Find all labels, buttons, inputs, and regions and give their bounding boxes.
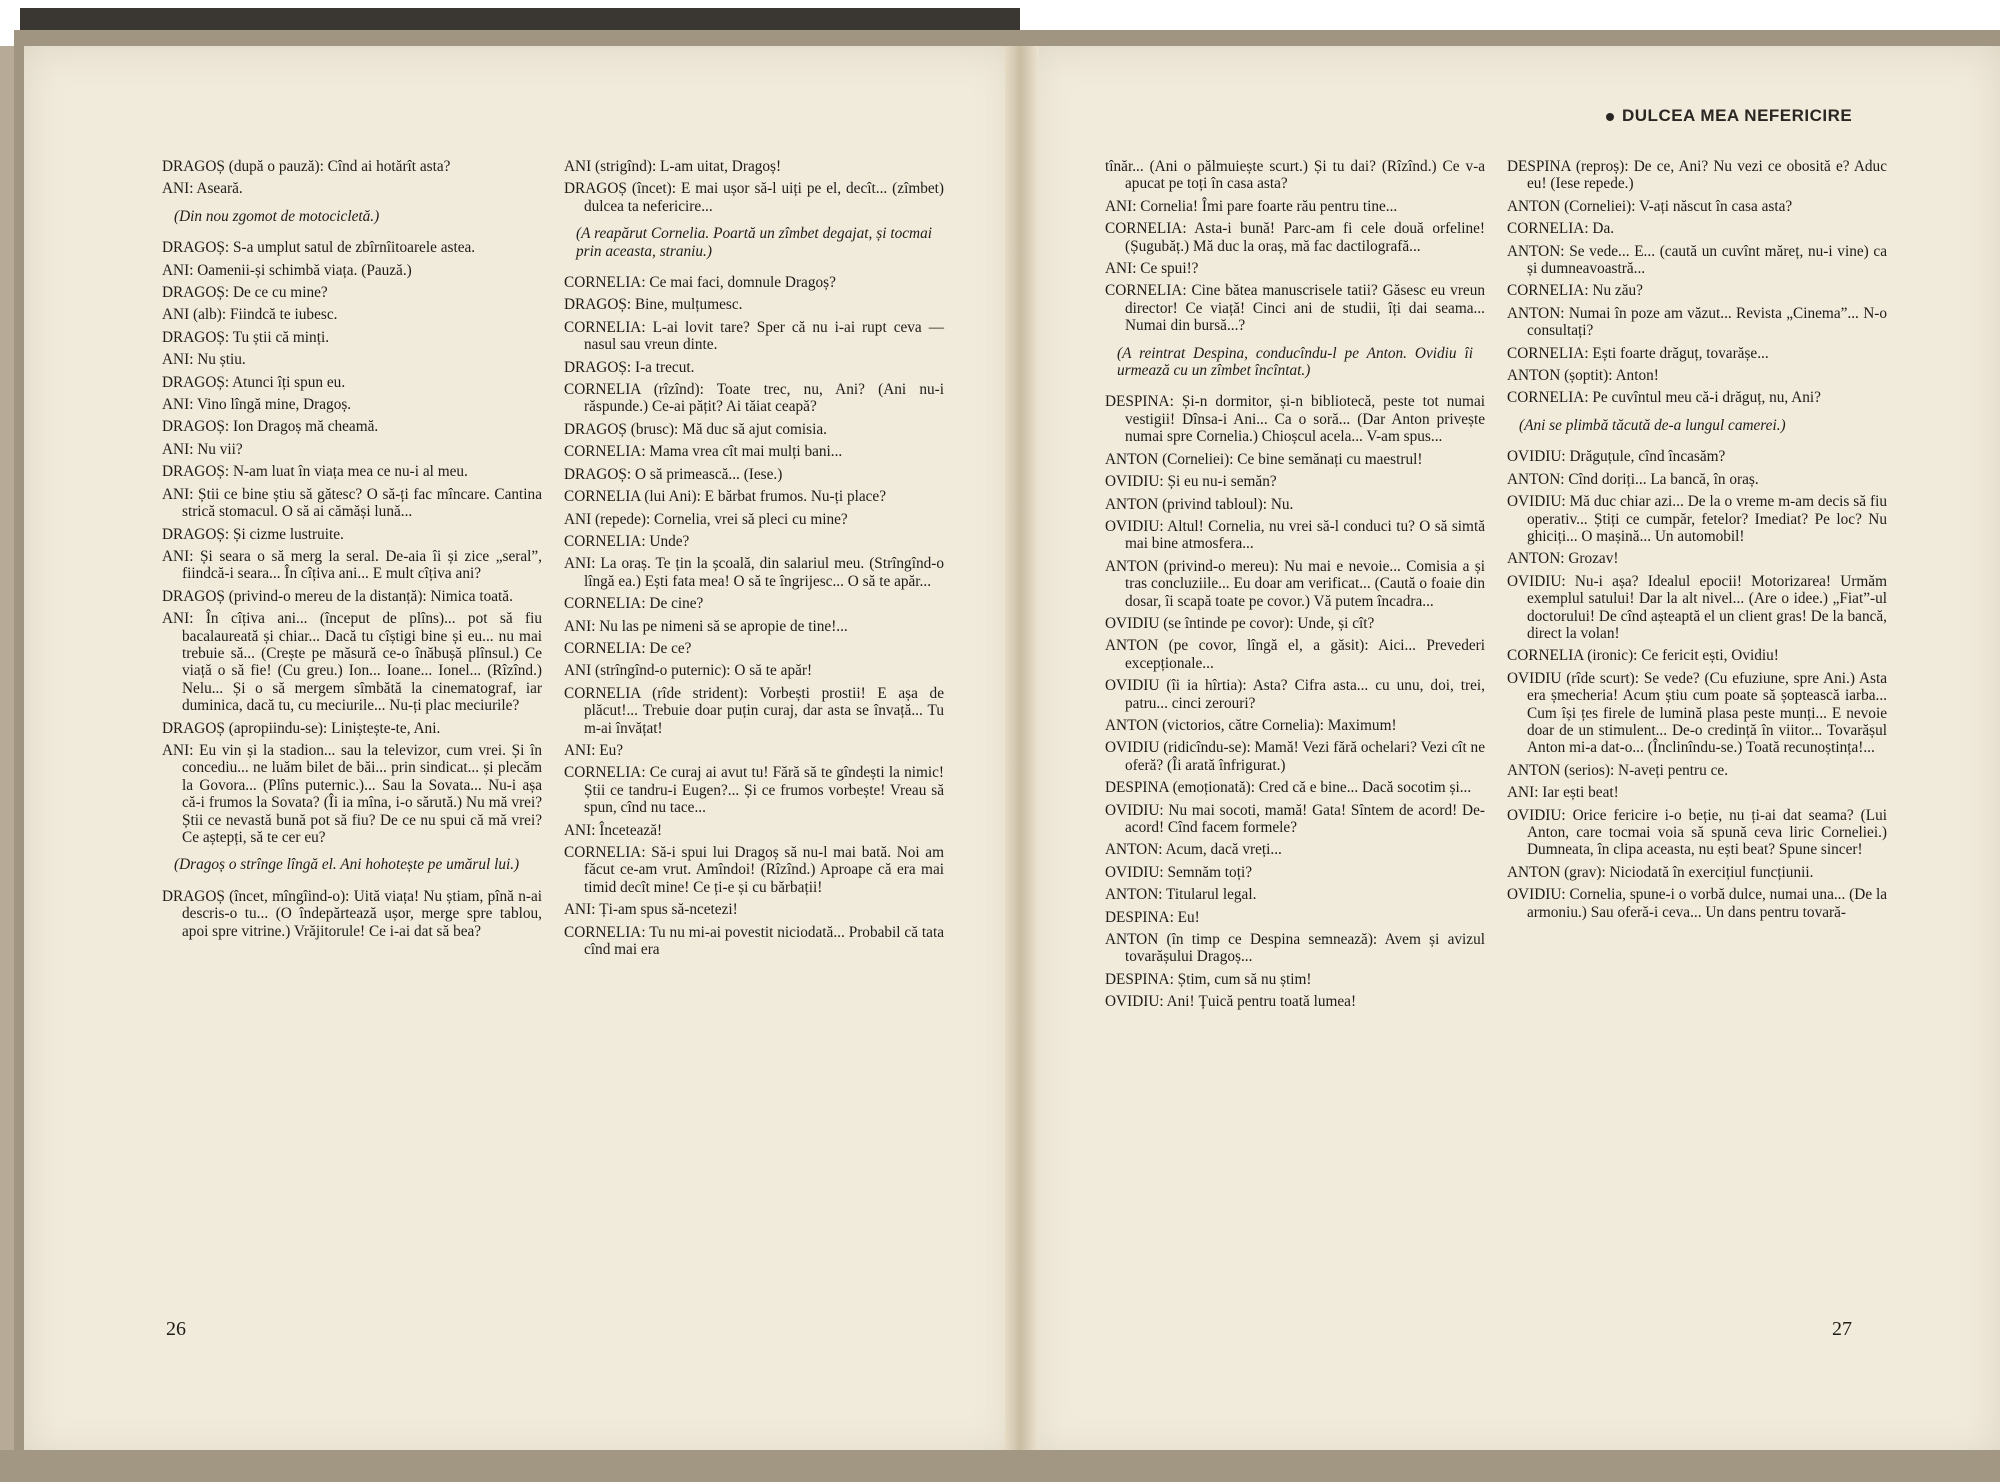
book-gutter (1005, 46, 1039, 1458)
dialogue-line: OVIDIU: Nu mai socoti, mamă! Gata! Sîntem de acord! De-acord! Cînd facem formele? (1105, 801, 1485, 836)
dialogue-line: DESPINA (reproș): De ce, Ani? Nu vezi ce obosită e? Aduc eu! (Iese repede.) (1507, 158, 1887, 193)
dialogue-line: ANTON (serios): N-aveți pentru ce. (1507, 761, 1729, 779)
dialogue-line: CORNELIA: Da. (1507, 220, 1615, 238)
dialogue-line: ANTON: Grozav! (1507, 550, 1619, 568)
dialogue-line: ANTON (Corneliei): V-ați născut în casa asta? (1507, 197, 1793, 215)
text-column-1 (162, 158, 542, 945)
dialogue-line: DRAGOȘ: O să primească... (Iese.) (564, 465, 783, 483)
dialogue-line: CORNELIA: Nu zău? (1507, 282, 1643, 300)
dialogue-line: ANI: Și seara o să merg la seral. De-aia îi și zice „seral”, fiindcă-i seara... În cîțiva ani... E mult cîțiva ani? (162, 547, 542, 583)
dialogue-line: DRAGOȘ: S-a umplut satul de zbîrnîitoarele astea. (162, 239, 476, 257)
book-bottom-edge (0, 1450, 2000, 1482)
dialogue-line: CORNELIA: Unde? (564, 532, 690, 550)
dialogue-line: CORNELIA: Ce curaj ai avut tu! Fără să te gîndești la nimic! Știi ce tandru-i Eugen?... Și ce frumos vorbește! Vreau să spun, cînd nu tace... (564, 764, 944, 817)
dialogue-line: ANTON (pe covor, lîngă el, a găsit): Aici... Prevederi excepționale... (1105, 637, 1485, 672)
dialogue-line: ANI: Iar ești beat! (1507, 784, 1619, 802)
dialogue-line: ANI: Aseară. (162, 180, 243, 198)
dialogue-line: DRAGOȘ: Tu știi că minți. (162, 328, 330, 346)
dialogue-line: CORNELIA: Asta-i bună! Parc-am fi cele două orfeline! (Șugubăț.) Mă duc la oraș, mă fac dactilografă... (1105, 220, 1485, 255)
dialogue-line: CORNELIA: De ce? (564, 639, 692, 657)
dialogue-line: DRAGOȘ: Bine, mulțumesc. (564, 296, 743, 314)
dialogue-line: OVIDIU: Ani! Țuică pentru toată lumea! (1105, 993, 1357, 1011)
text-column-2 (564, 158, 944, 963)
dialogue-line: CORNELIA: L-ai lovit tare? Sper că nu i-ai rupt ceva — nasul sau vreun dinte. (564, 318, 944, 354)
dialogue-line: CORNELIA (lui Ani): E bărbat frumos. Nu-ți place? (564, 488, 887, 506)
dialogue-line: ANI: Vino lîngă mine, Dragoș. (162, 396, 352, 414)
dialogue-line: ANTON (în timp ce Despina semnează): Avem și avizul tovarășului Dragoș... (1105, 931, 1485, 966)
dialogue-line: ANTON: Cînd doriți... La bancă, în oraș. (1507, 470, 1759, 488)
dialogue-line: DRAGOȘ (apropiindu-se): Liniștește-te, Ani. (162, 719, 441, 737)
page-number-right: 27 (1832, 1318, 1852, 1340)
dialogue-line: ANTON: Se vede... E... (caută un cuvînt măreț, nu-i vine) ca și dumneavoastră... (1507, 242, 1887, 278)
dialogue-line: ANI: Știi ce bine știu să gătesc? O să-ți fac mîncare. Cantina strică stomacul. O să ai cămăși lună... (162, 485, 542, 521)
dialogue-line: ANTON (Corneliei): Ce bine semănați cu maestrul! (1105, 450, 1423, 468)
dialogue-line: OVIDIU: Orice fericire i-o beție, nu ți-ai dat seama? (Lui Anton, care tocmai voia să spună ceva liric Corneliei.) Dumneata, în clipa aceasta, nu ești beat? Spune sincer! (1507, 806, 1887, 859)
dialogue-line: CORNELIA: De cine? (564, 595, 704, 613)
dialogue-line: DRAGOȘ: De ce cu mine? (162, 284, 328, 302)
dialogue-line: CORNELIA (rîzînd): Toate trec, nu, Ani? (Ani nu-i răspunde.) Ce-ai pățit? Ai tăiat ceapă? (564, 381, 944, 416)
dialogue-line: CORNELIA: Ești foarte drăguț, tovarășe... (1507, 344, 1769, 362)
dialogue-line: ANTON (privind-o mereu): Nu mai e nevoie... Comisia a și tras concluziile... Eu doar am verificat... (Caută o foaie din dosar, îi scapă toate pe covor.) Vă putem încadra... (1105, 557, 1485, 610)
dialogue-line: OVIDIU (îi ia hîrtia): Asta? Cifra asta... cu unu, doi, trei, patru... cinci zerouri? (1105, 677, 1485, 712)
running-head (1606, 106, 1852, 126)
dialogue-line: DRAGOȘ: Și cizme lustruite. (162, 525, 344, 543)
dialogue-line: DESPINA: Și-n dormitor, și-n bibliotecă, peste tot numai vestigii! Dînsa-i Ani... Ca o soră... (Dar Anton privește numai spre Cornelia.) Chioșcul acela... V-am spus... (1105, 393, 1485, 446)
dialogue-line: OVIDIU (se întinde pe covor): Unde, și cît? (1105, 614, 1375, 632)
dialogue-line: DRAGOȘ: Atunci îți spun eu. (162, 373, 346, 391)
dialogue-line: ANI: Cornelia! Îmi pare foarte rău pentru tine... (1105, 197, 1398, 215)
dialogue-line: OVIDIU (ridicîndu-se): Mamă! Vezi fără ochelari? Vezi cît ne oferă? (Îi arată înfrigurat.) (1105, 739, 1485, 774)
running-head-text: DULCEA MEA NEFERICIRE (1622, 106, 1853, 125)
dialogue-line: ANI: Încetează! (564, 821, 663, 839)
dialogue-line: OVIDIU: Semnăm toți? (1105, 863, 1252, 881)
stage-direction: (A reapărut Cornelia. Poartă un zîmbet degajat, și tocmai prin aceasta, straniu.) (576, 225, 932, 260)
dialogue-line: ANI: Oamenii-și schimbă viața. (Pauză.) (162, 261, 412, 279)
dialogue-line: CORNELIA: Ce mai faci, domnule Dragoș? (564, 274, 836, 292)
dialogue-line: ANTON (grav): Niciodată în exercițiul funcțiunii. (1507, 863, 1814, 881)
dialogue-line: ANI: La oraș. Te țin la școală, din salariul meu. (Strîngînd-o lîngă ea.) Ești fata mea! O să te îngrijesc... O să te apăr... (564, 555, 944, 590)
text-column-4 (1507, 158, 1887, 926)
dialogue-line: ANI: Ți-am spus să-ncetezi! (564, 901, 738, 919)
dialogue-line: OVIDIU (rîde scurt): Se vede? (Cu efuziune, spre Ani.) Asta era șmecheria! Acum știu cum poate să șoptească iarba... Cum își țes firele de lumină plasa peste munți... E nevoie doar de un stimulent... De-o credință în viitor... Tovarășul Anton mi-a dat-o... (Înclinîndu-se.) Toată recunoștința!... (1507, 669, 1887, 757)
dialogue-line: DRAGOȘ (privind-o mereu de la distanță): Nimica toată. (162, 587, 513, 605)
dialogue-line: DRAGOȘ (brusc): Mă duc să ajut comisia. (564, 420, 827, 438)
bullet-icon (1606, 113, 1614, 121)
dialogue-line: DRAGOȘ (încet): E mai ușor să-l uiți pe el, decît... (zîmbet) dulcea ta nefericire... (564, 180, 944, 215)
dialogue-line: ANI: Nu las pe nimeni să se apropie de tine!... (564, 617, 848, 635)
dialogue-line: ANTON (privind tabloul): Nu. (1105, 495, 1294, 513)
dialogue-line: DRAGOȘ (după o pauză): Cînd ai hotărît asta? (162, 158, 451, 175)
dialogue-line: OVIDIU: Altul! Cornelia, nu vrei să-l conduci tu? O să simtă mai bine atmosfera... (1105, 517, 1485, 553)
dialogue-line: CORNELIA (ironic): Ce fericit ești, Ovidiu! (1507, 647, 1779, 665)
dialogue-line: ANI (alb): Fiindcă te iubesc. (162, 306, 338, 324)
stage-direction: (Ani se plimbă tăcută de-a lungul camerei.) (1519, 416, 1786, 434)
stage-direction: (Din nou zgomot de motocicletă.) (174, 207, 380, 225)
dialogue-line: CORNELIA: Cine bătea manuscrisele tatii? Găsesc eu vreun director! Ce viață! Cinci ani de studii, îți dai seama... Numai din bursă...? (1105, 282, 1485, 335)
dialogue-line: ANI: Nu vii? (162, 440, 243, 458)
dialogue-line: ANI: Eu? (564, 741, 624, 759)
dialogue-line: tînăr... (Ani o pălmuiește scurt.) Și tu dai? (Rîzînd.) Ce v-a apucat pe toți în casa asta? (1105, 158, 1485, 193)
dialogue-line: CORNELIA: Mama vrea cît mai mulți bani... (564, 443, 843, 461)
dialogue-line: DRAGOȘ: I-a trecut. (564, 358, 695, 376)
dialogue-line: DESPINA: Știm, cum să nu știm! (1105, 970, 1312, 988)
stage-direction: (Dragoș o strînge lîngă el. Ani hohotește pe umărul lui.) (174, 856, 520, 874)
dialogue-line: DRAGOȘ (încet, mîngîind-o): Uită viața! Nu știam, pînă n-ai descris-o tu... (O îndepărtează ușor, merge spre tablou, apoi spre vitrine.) Vrăjitorule! Ce i-ai dat să bea? (162, 887, 542, 940)
dialogue-line: DRAGOȘ: N-am luat în viața mea ce nu-i al meu. (162, 463, 468, 481)
dialogue-line: ANTON: Acum, dacă vreți... (1105, 841, 1282, 859)
dialogue-line: CORNELIA: Să-i spui lui Dragoș să nu-l mai bată. Noi am făcut ce-am vrut. Amîndoi! (Rîzînd.) Aproape că era mai timid decît mine! Ce ți-e și cu bărbații! (564, 844, 944, 896)
dialogue-line: CORNELIA (rîde strident): Vorbești prostii! E așa de plăcut!... Trebuie doar puțin curaj, dar asta se învață... Tu m-ai învățat! (564, 684, 944, 737)
dialogue-line: ANI: Eu vin și la stadion... sau la televizor, cum vrei. Și în concediu... ne luăm bilet de băi... prin sindicat... și plecăm la Govora... (Plîns puternic.)... Sau la Sovata... Nu-i așa că-i frumos la Sovata? (Îi ia mîna, i-o sărută.) Nu mă vrei? Știi ce nevastă bună pot să fiu? De ce nu spui că mă vrei? Ce aștepți, să te cer eu? (162, 741, 542, 846)
dialogue-line: CORNELIA: Pe cuvîntul meu că-i drăguț, nu, Ani? (1507, 389, 1821, 407)
dialogue-line: OVIDIU: Drăguțule, cînd încasăm? (1507, 448, 1726, 466)
stage-direction: (A reintrat Despina, conducîndu-l pe Anton. Ovidiu îi urmează cu un zîmbet încîntat.) (1117, 344, 1473, 380)
dialogue-line: ANI (repede): Cornelia, vrei să pleci cu mine? (564, 510, 848, 528)
dialogue-line: ANTON (victorios, către Cornelia): Maximum! (1105, 716, 1397, 734)
dialogue-line: ANTON: Titularul legal. (1105, 886, 1257, 904)
dialogue-line: OVIDIU: Mă duc chiar azi... De la o vreme m-am decis să fiu operativ... Știți ce cumpăr, fetelor? Imediat? Pe loc? Nu ghiciți... O mașină... Un automobil! (1507, 493, 1887, 545)
dialogue-line: ANTON (șoptit): Anton! (1507, 367, 1659, 385)
dialogue-line: ANI: În cîțiva ani... (început de plîns)... pot să fiu bacalaureată și chiar... Dacă tu cîștigi bine și eu... nu mai trebuie să... (Crește pe măsură ce-o înăbușă plînsul.) Ce viață o să fie! (Cu greu.) Ion... Ioane... Ionel... (Rîzînd.) Nelu... Și o să mergem sîmbătă la cinematograf, iar duminica, dacă tu, cu meciurile... Nu-ți plac meciurile? (162, 610, 542, 715)
dialogue-line: ANI (strigînd): L-am uitat, Dragoș! (564, 158, 782, 175)
dialogue-line: CORNELIA: Tu nu mi-ai povestit niciodată... Probabil că tata cînd mai era (564, 923, 944, 959)
dialogue-line: ANI (strîngînd-o puternic): O să te apăr! (564, 662, 813, 680)
dialogue-line: DESPINA: Eu! (1105, 908, 1200, 926)
dialogue-line: ANTON: Numai în poze am văzut... Revista „Cinema”... N-o consultați? (1507, 304, 1887, 340)
dialogue-line: DRAGOȘ: Ion Dragoș mă cheamă. (162, 418, 379, 436)
dialogue-line: OVIDIU: Și eu nu-i semăn? (1105, 473, 1277, 491)
dialogue-line: OVIDIU: Nu-i așa? Idealul epocii! Motorizarea! Urmăm exemplul satului! Dar la alt nivel... (Are o idee.) „Fiat”-ul doctorului! De cînd așteaptă el un client gras! De la bancă, direct la volan! (1507, 572, 1887, 642)
page-number-left: 26 (166, 1318, 186, 1340)
dialogue-line: ANI: Nu știu. (162, 351, 246, 369)
dialogue-line: OVIDIU: Cornelia, spune-i o vorbă dulce, numai una... (De la armoniu.) Sau oferă-i ceva... Un dans pentru tovară- (1507, 886, 1887, 921)
dialogue-line: DESPINA (emoționată): Cred că e bine... Dacă socotim și... (1105, 779, 1472, 797)
text-column-3 (1105, 158, 1485, 1016)
dialogue-line: ANI: Ce spui!? (1105, 260, 1199, 278)
